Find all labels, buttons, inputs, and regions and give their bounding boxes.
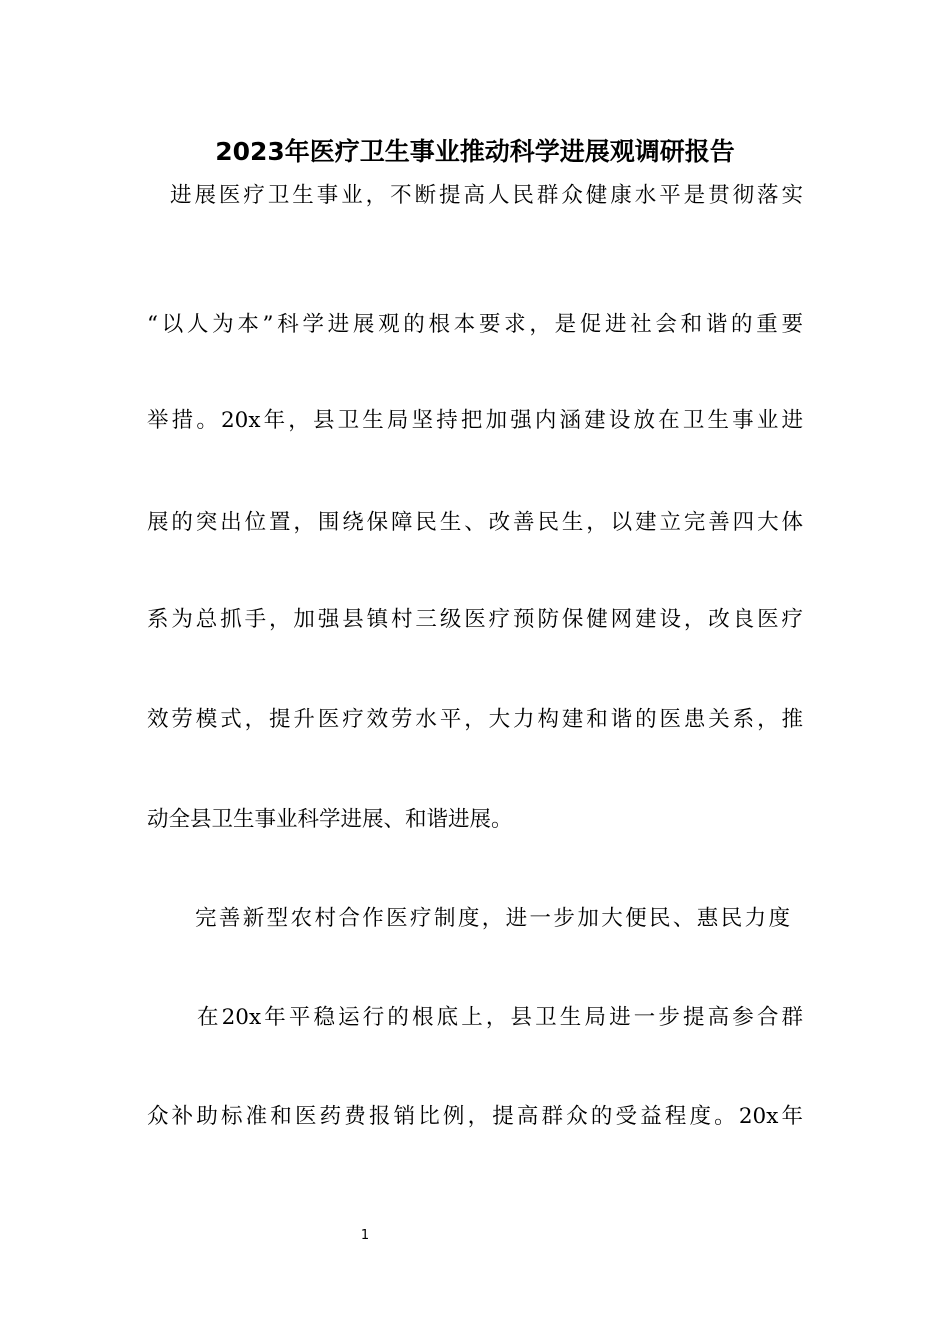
- paragraph-line: “以人为本”科学进展观的根本要求，是促进社会和谐的重要: [147, 312, 803, 337]
- paragraph-line: 进展医疗卫生事业，不断提高人民群众健康水平是贯彻落实: [170, 183, 803, 208]
- paragraph-line: 系为总抓手，加强县镇村三级医疗预防保健网建设，改良医疗: [147, 607, 803, 632]
- paragraph-line: 举措。20x年，县卫生局坚持把加强内涵建设放在卫生事业进: [147, 408, 803, 433]
- paragraph-line: 动全县卫生事业科学进展、和谐进展。: [147, 807, 513, 832]
- section-heading: 完善新型农村合作医疗制度，进一步加大便民、惠民力度: [195, 906, 790, 931]
- page-number: 1: [360, 1228, 370, 1243]
- paragraph-line: 效劳模式，提升医疗效劳水平，大力构建和谐的医患关系，推: [147, 707, 803, 732]
- paragraph-line: 众补助标准和医药费报销比例，提高群众的受益程度。20x年: [147, 1104, 803, 1129]
- paragraph-line: 展的突出位置，围绕保障民生、改善民生，以建立完善四大体: [147, 510, 803, 535]
- document-title: 2023年医疗卫生事业推动科学进展观调研报告: [215, 137, 735, 166]
- paragraph-line: 在20x年平稳运行的根底上，县卫生局进一步提高参合群: [197, 1005, 803, 1030]
